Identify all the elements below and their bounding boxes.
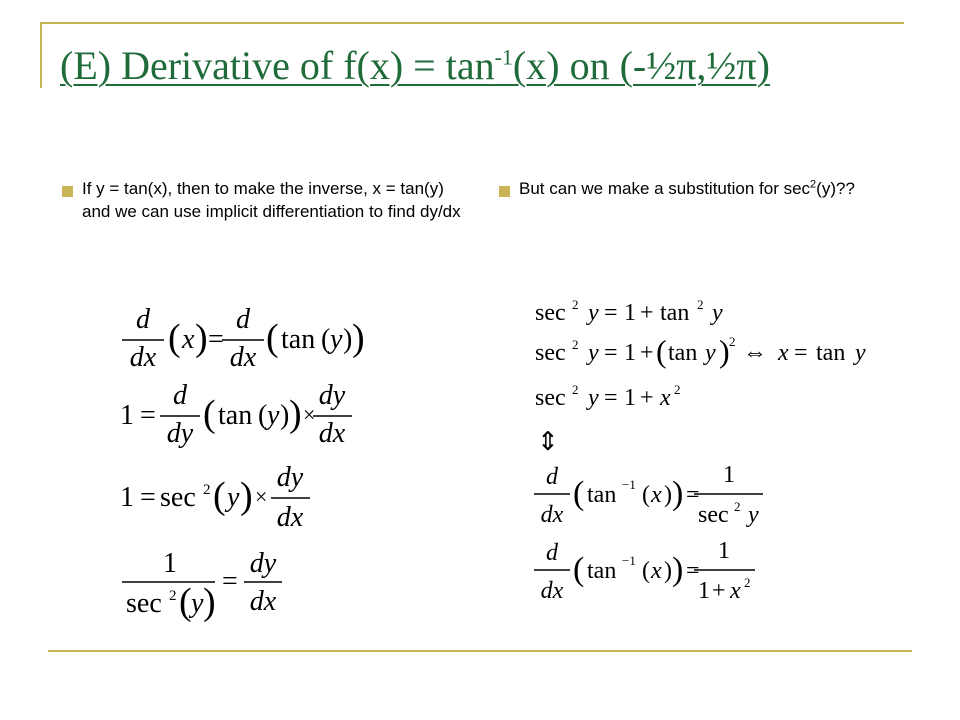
svg-text:y: y [712, 300, 723, 326]
svg-text:y: y [855, 340, 866, 366]
svg-text:dy: dy [318, 380, 346, 411]
svg-text:d: d [173, 380, 187, 411]
svg-text:y: y [588, 385, 599, 411]
svg-text:1: 1 [163, 548, 177, 579]
svg-text:(: ( [213, 475, 226, 517]
svg-text:y: y [705, 340, 716, 366]
svg-text:2: 2 [169, 588, 177, 604]
svg-text:y: y [588, 300, 599, 326]
slide-title: (E) Derivative of $f(x) = \tan^{-1}(x)$ on (-½π,½π) [60, 43, 770, 88]
svg-text:x: x [778, 340, 789, 366]
svg-text:tan: tan [816, 340, 846, 366]
svg-text:): ) [343, 324, 353, 355]
equation-4 [122, 548, 282, 623]
svg-text:y: y [588, 340, 599, 366]
svg-text:2: 2 [572, 297, 579, 312]
equation-r2 [535, 333, 866, 369]
svg-text:x: x [651, 558, 662, 584]
svg-text:dy: dy [166, 418, 194, 449]
svg-text:=: = [604, 340, 618, 366]
equation-r4 [534, 462, 763, 528]
svg-text:2: 2 [674, 382, 681, 397]
svg-text:−1: −1 [622, 477, 636, 492]
svg-text:(: ( [179, 581, 192, 623]
equation-1 [122, 304, 365, 373]
svg-text:y: y [267, 400, 280, 431]
svg-text:=: = [208, 324, 224, 355]
right-bullet-text: But can we make a substitution for $\sec^2(y)$?? [519, 178, 855, 198]
svg-text:+: + [712, 578, 726, 604]
svg-text:tan: tan [218, 400, 253, 431]
svg-text:=: = [604, 300, 618, 326]
svg-text:1: 1 [624, 385, 636, 411]
svg-text:1: 1 [120, 400, 134, 431]
svg-text:sec: sec [535, 300, 566, 326]
svg-text:dy: dy [276, 462, 304, 493]
svg-text:y: y [748, 502, 759, 528]
svg-text:dy: dy [249, 548, 277, 579]
svg-text:(: ( [168, 317, 181, 359]
svg-text:d: d [236, 304, 250, 335]
svg-text:+: + [640, 300, 654, 326]
svg-text:tan: tan [281, 324, 316, 355]
svg-text:⇔: ⇔ [743, 340, 767, 366]
svg-text:): ) [195, 317, 208, 359]
svg-text:(: ( [642, 482, 650, 508]
svg-text:−1: −1 [622, 553, 636, 568]
svg-text:1: 1 [698, 578, 710, 604]
svg-text:(: ( [258, 400, 268, 431]
svg-text:(: ( [266, 317, 279, 359]
svg-text:tan: tan [587, 482, 617, 508]
svg-text:): ) [289, 393, 302, 435]
svg-text:=: = [686, 482, 700, 508]
equation-r3 [535, 382, 681, 411]
svg-text:dx: dx [229, 342, 257, 373]
svg-text:tan: tan [587, 558, 617, 584]
svg-text:(: ( [573, 475, 585, 512]
svg-text:+: + [640, 340, 654, 366]
svg-text:=: = [604, 385, 618, 411]
svg-text:): ) [280, 400, 290, 431]
svg-text:(: ( [321, 324, 331, 355]
svg-text:=: = [140, 400, 156, 431]
svg-text:=: = [140, 482, 156, 513]
svg-text:sec: sec [160, 482, 196, 513]
svg-text:+: + [640, 385, 654, 411]
svg-text:dx: dx [276, 502, 304, 533]
equation-3 [120, 462, 310, 533]
svg-text:): ) [664, 558, 672, 584]
svg-text:2: 2 [744, 575, 751, 590]
updown-arrow-icon: ⇕ [537, 427, 559, 456]
equation-2 [120, 380, 352, 449]
svg-text:): ) [664, 482, 672, 508]
svg-text:sec: sec [126, 588, 162, 619]
svg-text:2: 2 [203, 482, 211, 498]
svg-text:(: ( [203, 393, 216, 435]
svg-text:2: 2 [734, 499, 741, 514]
svg-text:1: 1 [718, 538, 730, 564]
svg-text:y: y [227, 482, 240, 513]
svg-text:dx: dx [318, 418, 346, 449]
svg-text:=: = [794, 340, 808, 366]
svg-text:(: ( [656, 333, 667, 369]
svg-text:2: 2 [729, 334, 736, 349]
svg-text:tan: tan [668, 340, 698, 366]
svg-text:×: × [303, 402, 316, 427]
svg-text:y: y [191, 588, 204, 619]
svg-text:sec: sec [698, 502, 729, 528]
svg-text:dx: dx [129, 342, 157, 373]
svg-text:d: d [546, 464, 558, 490]
svg-text:=: = [686, 558, 700, 584]
svg-text:x: x [651, 482, 662, 508]
svg-text:1: 1 [624, 300, 636, 326]
equation-r5 [534, 538, 755, 604]
svg-text:d: d [546, 540, 558, 566]
svg-text:x: x [730, 578, 741, 604]
svg-text:sec: sec [535, 385, 566, 411]
svg-text:sec: sec [535, 340, 566, 366]
left-bullet-text: If y = tan(x), then to make the inverse, x = tan(y) and we can use implicit differentiation to find dy/dx [82, 179, 461, 221]
svg-text:(: ( [642, 558, 650, 584]
svg-text:=: = [222, 566, 238, 597]
equation-r1 [535, 297, 723, 326]
svg-text:×: × [255, 484, 268, 509]
svg-text:1: 1 [624, 340, 636, 366]
svg-text:dx: dx [249, 586, 277, 617]
svg-text:tan: tan [660, 300, 690, 326]
svg-text:): ) [203, 581, 216, 623]
svg-text:): ) [672, 551, 684, 588]
svg-text:d: d [136, 304, 150, 335]
svg-text:x: x [660, 385, 671, 411]
svg-text:y: y [330, 324, 343, 355]
svg-text:): ) [672, 475, 684, 512]
svg-text:): ) [240, 475, 253, 517]
svg-text:(: ( [573, 551, 585, 588]
svg-text:2: 2 [572, 337, 579, 352]
svg-text:x: x [182, 324, 195, 355]
svg-text:2: 2 [572, 382, 579, 397]
svg-text:dx: dx [540, 502, 564, 528]
svg-text:1: 1 [723, 462, 735, 488]
svg-text:2: 2 [697, 297, 704, 312]
svg-text:): ) [719, 333, 730, 369]
svg-text:dx: dx [540, 578, 564, 604]
svg-text:): ) [352, 317, 365, 359]
svg-text:1: 1 [120, 482, 134, 513]
